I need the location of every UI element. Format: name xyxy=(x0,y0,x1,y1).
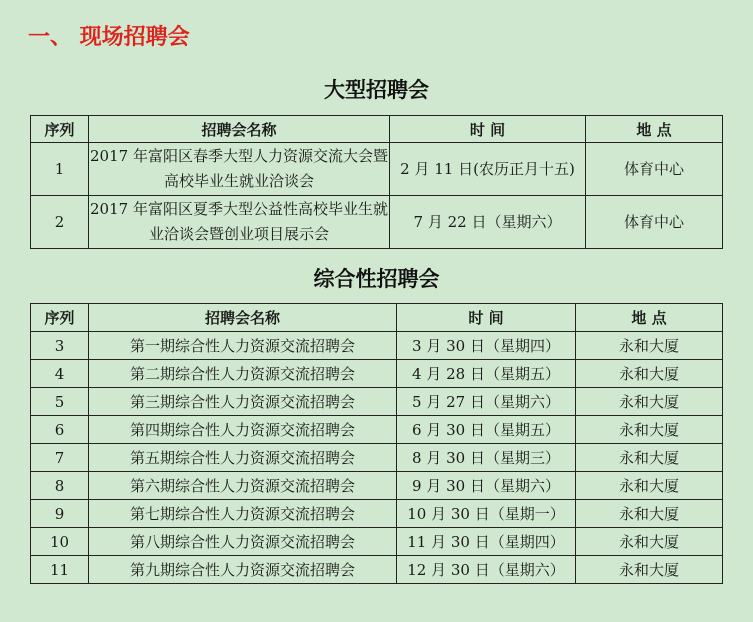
cell-time: 6 月 30 日（星期五） xyxy=(397,416,576,444)
cell-place: 体育中心 xyxy=(586,143,723,196)
table-row xyxy=(31,500,723,528)
cell-seq: 7 xyxy=(31,444,89,472)
cell-time: 11 月 30 日（星期四） xyxy=(397,528,576,556)
cell-time: 3 月 30 日（星期四） xyxy=(397,332,576,360)
header-place: 地 点 xyxy=(586,116,723,143)
cell-place: 永和大厦 xyxy=(576,528,723,556)
cell-name: 2017 年富阳区春季大型人力资源交流大会暨高校毕业生就业洽谈会 xyxy=(89,143,390,196)
cell-name: 第一期综合性人力资源交流招聘会 xyxy=(89,332,397,360)
cell-seq: 2 xyxy=(31,196,89,249)
cell-seq: 1 xyxy=(31,143,89,196)
cell-time: 9 月 30 日（星期六） xyxy=(397,472,576,500)
cell-time: 2 月 11 日(农历正月十五) xyxy=(390,143,586,196)
header-seq: 序列 xyxy=(31,116,89,143)
cell-place: 永和大厦 xyxy=(576,472,723,500)
large-fair-table xyxy=(30,115,723,249)
table-row xyxy=(31,143,723,196)
table-row xyxy=(31,332,723,360)
header-time: 时 间 xyxy=(397,304,576,332)
table-row xyxy=(31,472,723,500)
cell-place: 永和大厦 xyxy=(576,332,723,360)
cell-time: 7 月 22 日（星期六） xyxy=(390,196,586,249)
cell-name: 2017 年富阳区夏季大型公益性高校毕业生就业洽谈会暨创业项目展示会 xyxy=(89,196,390,249)
header-name: 招聘会名称 xyxy=(89,116,390,143)
cell-name: 第五期综合性人力资源交流招聘会 xyxy=(89,444,397,472)
cell-seq: 3 xyxy=(31,332,89,360)
cell-name: 第四期综合性人力资源交流招聘会 xyxy=(89,416,397,444)
cell-name: 第三期综合性人力资源交流招聘会 xyxy=(89,388,397,416)
cell-time: 8 月 30 日（星期三） xyxy=(397,444,576,472)
header-seq: 序列 xyxy=(31,304,89,332)
table-row xyxy=(31,556,723,584)
cell-time: 10 月 30 日（星期一） xyxy=(397,500,576,528)
table-row xyxy=(31,388,723,416)
large-fair-title: 大型招聘会 xyxy=(324,78,429,102)
cell-name: 第九期综合性人力资源交流招聘会 xyxy=(89,556,397,584)
cell-seq: 5 xyxy=(31,388,89,416)
cell-seq: 8 xyxy=(31,472,89,500)
cell-place: 永和大厦 xyxy=(576,556,723,584)
header-time: 时 间 xyxy=(390,116,586,143)
header-place: 地 点 xyxy=(576,304,723,332)
table-header-row xyxy=(31,116,723,143)
cell-seq: 4 xyxy=(31,360,89,388)
cell-seq: 10 xyxy=(31,528,89,556)
cell-place: 永和大厦 xyxy=(576,416,723,444)
cell-place: 永和大厦 xyxy=(576,444,723,472)
cell-place: 体育中心 xyxy=(586,196,723,249)
cell-place: 永和大厦 xyxy=(576,388,723,416)
table-row xyxy=(31,196,723,249)
cell-name: 第二期综合性人力资源交流招聘会 xyxy=(89,360,397,388)
cell-time: 5 月 27 日（星期六） xyxy=(397,388,576,416)
table-row xyxy=(31,528,723,556)
cell-time: 12 月 30 日（星期六） xyxy=(397,556,576,584)
general-fair-title: 综合性招聘会 xyxy=(313,267,440,291)
cell-name: 第六期综合性人力资源交流招聘会 xyxy=(89,472,397,500)
cell-seq: 9 xyxy=(31,500,89,528)
table-header-row xyxy=(31,304,723,332)
cell-seq: 6 xyxy=(31,416,89,444)
table-row xyxy=(31,444,723,472)
cell-seq: 11 xyxy=(31,556,89,584)
general-fair-table xyxy=(30,303,723,584)
cell-name: 第八期综合性人力资源交流招聘会 xyxy=(89,528,397,556)
cell-name: 第七期综合性人力资源交流招聘会 xyxy=(89,500,397,528)
cell-time: 4 月 28 日（星期五） xyxy=(397,360,576,388)
cell-place: 永和大厦 xyxy=(576,500,723,528)
section-heading: 一、 现场招聘会 xyxy=(28,25,190,50)
table-row xyxy=(31,416,723,444)
cell-place: 永和大厦 xyxy=(576,360,723,388)
table-row xyxy=(31,360,723,388)
header-name: 招聘会名称 xyxy=(89,304,397,332)
